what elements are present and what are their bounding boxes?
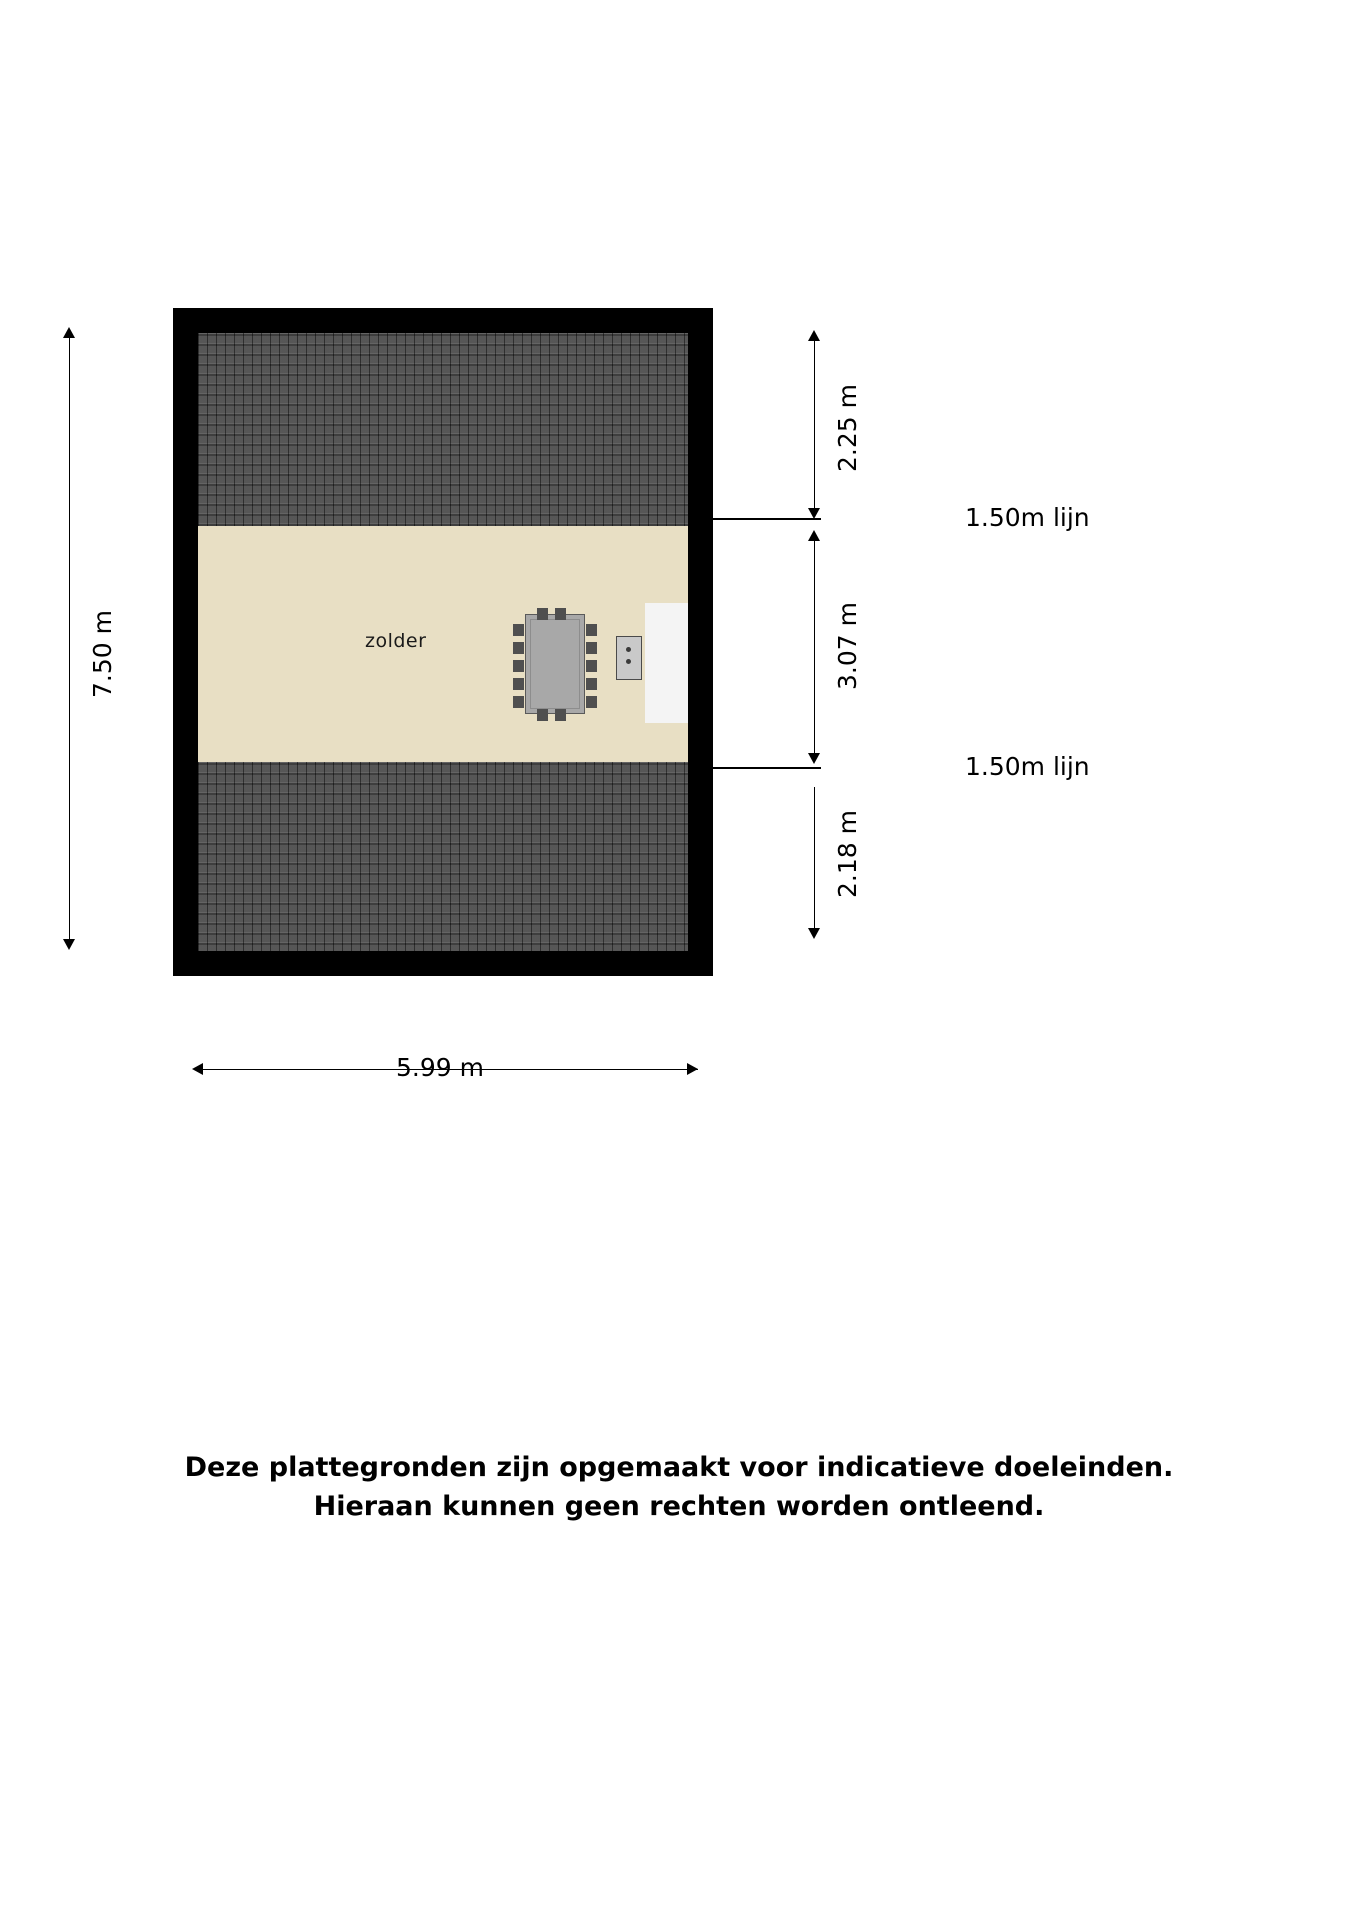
dimension-label-right-middle: 3.07 m — [833, 602, 862, 690]
chair-icon — [513, 642, 524, 654]
table-with-chairs — [513, 608, 597, 721]
room-label-zolder: zolder — [365, 630, 427, 652]
reference-label-top: 1.50m lijn — [965, 503, 1090, 532]
appliance-dot-icon — [626, 647, 631, 652]
roof-slope-top — [198, 333, 688, 526]
dimension-line-vertical — [814, 337, 816, 517]
chair-icon — [537, 709, 548, 721]
arrow-down-icon — [808, 508, 820, 519]
dimension-label-right-bottom: 2.18 m — [833, 810, 862, 898]
chair-icon — [586, 660, 597, 672]
reference-line-bottom — [713, 767, 821, 769]
roof-slope-bottom — [198, 762, 688, 951]
chair-icon — [513, 624, 524, 636]
arrow-down-icon — [63, 939, 75, 950]
chair-icon — [555, 608, 566, 620]
reference-label-bottom: 1.50m lijn — [965, 752, 1090, 781]
disclaimer-line-1: Deze plattegronden zijn opgemaakt voor indicatieve doeleinden. — [184, 1452, 1174, 1483]
arrow-down-icon — [808, 753, 820, 764]
appliance-icon — [616, 636, 642, 680]
dimension-line-vertical — [814, 787, 816, 935]
attic-floor-plan — [173, 308, 713, 976]
dimension-label-left: 7.50 m — [88, 610, 117, 698]
appliance-dot-icon — [626, 659, 631, 664]
dimension-label-bottom: 5.99 m — [396, 1053, 484, 1082]
chair-icon — [513, 678, 524, 690]
attic-floor-area — [198, 526, 688, 762]
arrow-right-icon — [687, 1063, 698, 1075]
chair-icon — [513, 696, 524, 708]
table-icon — [525, 614, 585, 714]
chair-icon — [586, 678, 597, 690]
dimension-line-vertical — [69, 334, 71, 947]
disclaimer-line-2: Hieraan kunnen geen rechten worden ontleend. — [313, 1491, 1045, 1523]
arrow-left-icon — [192, 1063, 203, 1075]
chair-icon — [513, 660, 524, 672]
dimension-label-right-top: 2.25 m — [833, 384, 862, 472]
arrow-down-icon — [808, 928, 820, 939]
dimension-line-vertical — [814, 537, 816, 755]
disclaimer — [0, 1448, 1358, 1526]
chair-icon — [586, 642, 597, 654]
dormer-block — [645, 603, 688, 723]
reference-line-top — [713, 518, 821, 520]
chair-icon — [555, 709, 566, 721]
chair-icon — [586, 624, 597, 636]
chair-icon — [586, 696, 597, 708]
chair-icon — [537, 608, 548, 620]
